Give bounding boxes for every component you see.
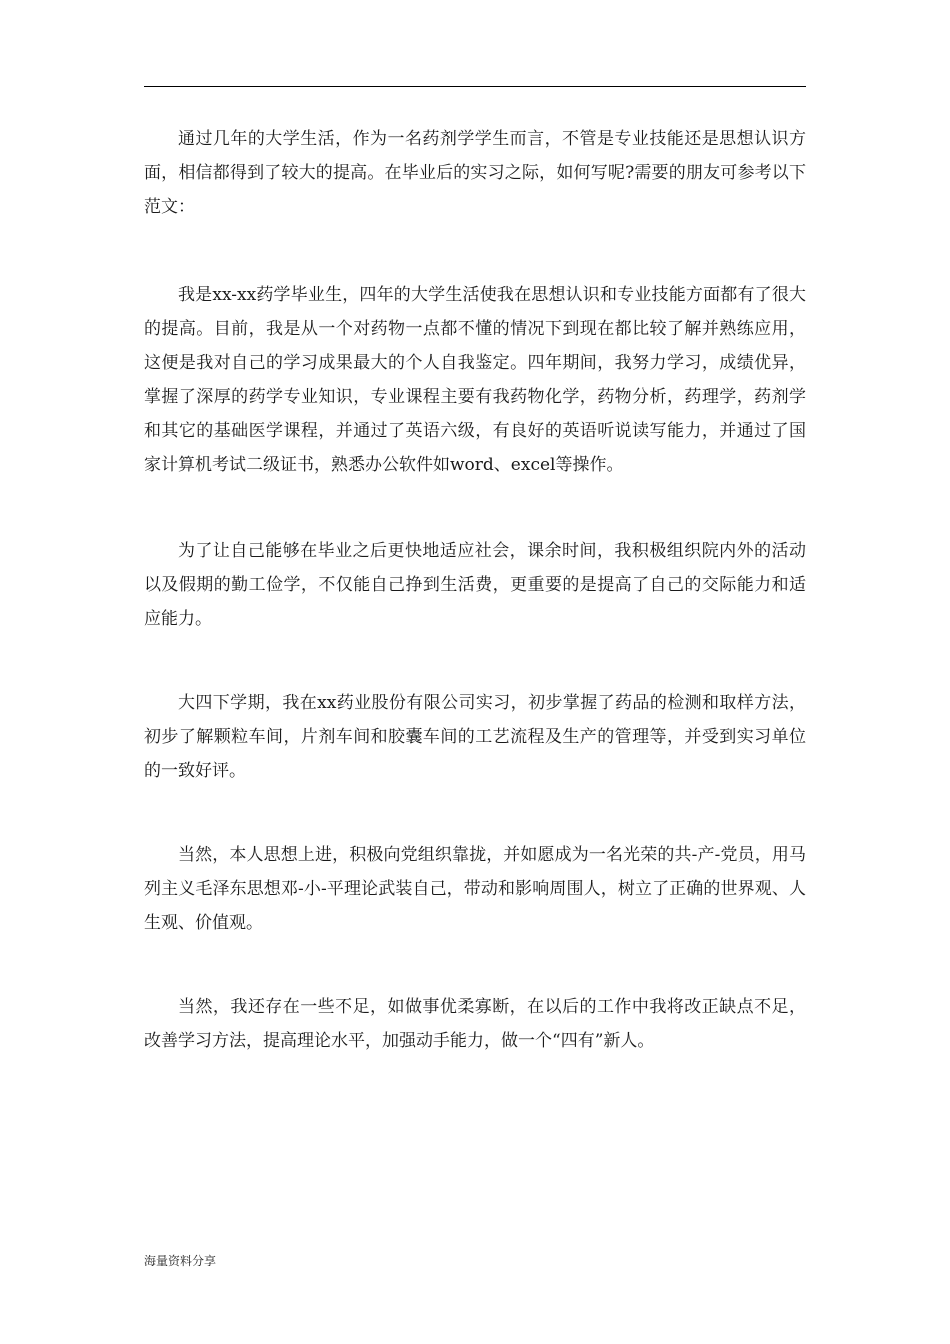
paragraph-shortcomings: 当然，我还存在一些不足，如做事优柔寡断，在以后的工作中我将改正缺点不足，改善学习方法，提高理论水平，加强动手能力，做一个“四有”新人。 bbox=[144, 997, 806, 1051]
document-body bbox=[144, 122, 806, 1058]
paragraph-internship: 大四下学期，我在xx药业股份有限公司实习，初步掌握了药品的检测和取样方法，初步了解颗粒车间，片剂车间和胶囊车间的工艺流程及生产的管理等，并受到实习单位的一致好评。 bbox=[144, 693, 806, 781]
paragraph-self-assessment: 我是xx-xx药学毕业生，四年的大学生活使我在思想认识和专业技能方面都有了很大的提高。目前，我是从一个对药物一点都不懂的情况下到现在都比较了解并熟练应用，这便是我对自己的学习成果最大的个人自我鉴定。四年期间，我努力学习，成绩优异，掌握了深厚的药学专业知识，专业课程主要有我药物化学，药物分析，药理学，药剂学和其它的基础医学课程，并通过了英语六级，有良好的英语听说读写能力，并通过了国家计算机考试二级证书，熟悉办公软件如word、excel等操作。 bbox=[144, 285, 806, 475]
header-rule bbox=[144, 86, 806, 87]
paragraph-activities: 为了让自己能够在毕业之后更快地适应社会，课余时间，我积极组织院内外的活动以及假期的勤工俭学，不仅能自己挣到生活费，更重要的是提高了自己的交际能力和适应能力。 bbox=[144, 541, 806, 629]
paragraph-ideology: 当然，本人思想上进，积极向党组织靠拢，并如愿成为一名光荣的共-产-党员，用马列主义毛泽东思想邓-小-平理论武装自己，带动和影响周围人，树立了正确的世界观、人生观、价值观。 bbox=[144, 845, 806, 933]
paragraph-intro: 通过几年的大学生活，作为一名药剂学学生而言，不管是专业技能还是思想认识方面，相信都得到了较大的提高。在毕业后的实习之际，如何写呢?需要的朋友可参考以下范文： bbox=[144, 129, 806, 217]
page-footer: 海量资料分享 bbox=[144, 1254, 217, 1268]
